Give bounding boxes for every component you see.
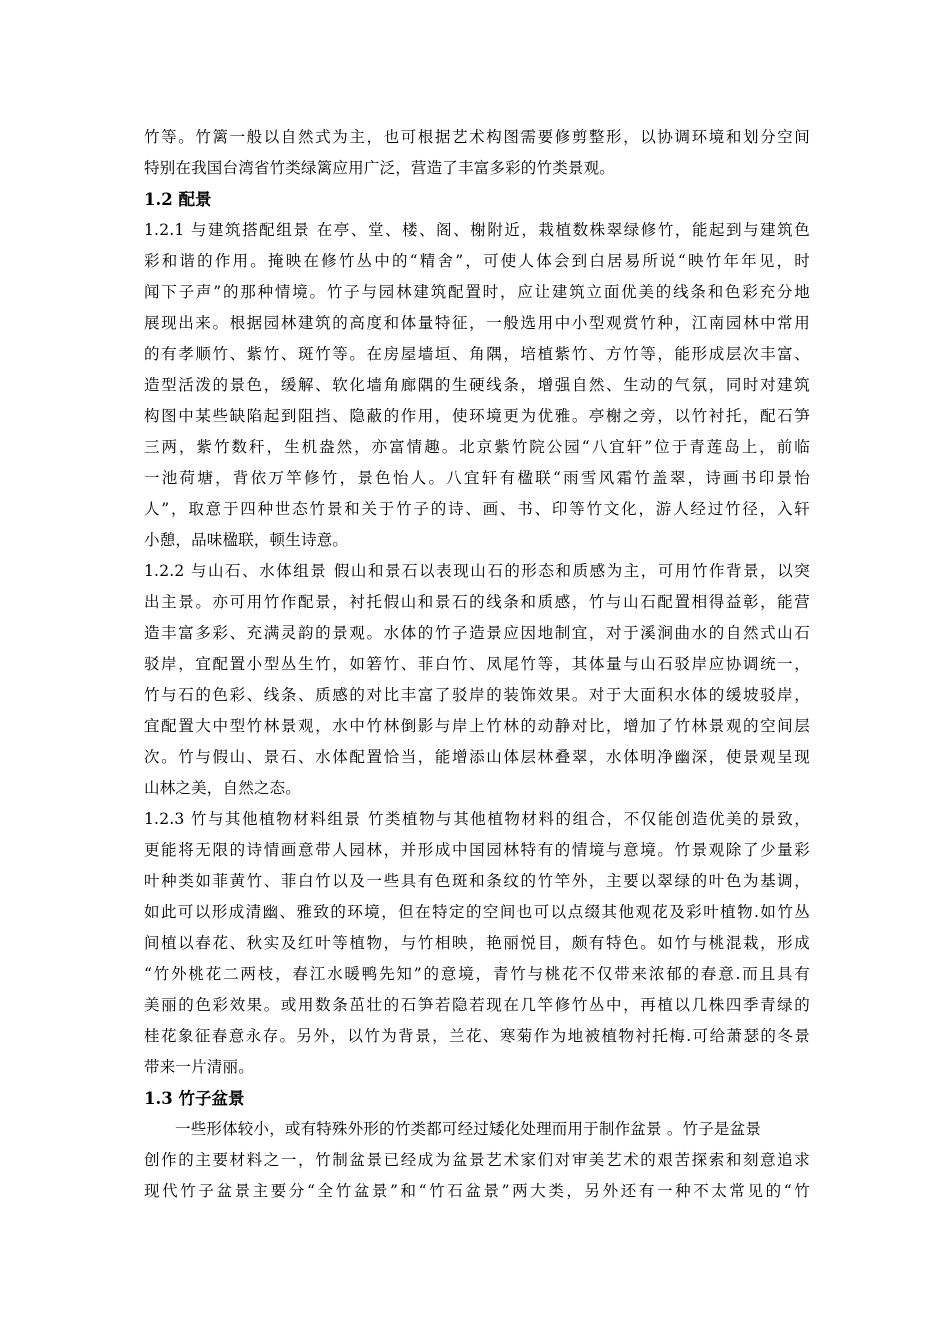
paragraph-line: 小憩，品味楹联，顿生诗意。 [144, 531, 349, 549]
paragraph-line: 出主景。亦可用竹作配景，衬托假山和景石的线条和质感，竹与山石配置相得益彰，能营 [144, 593, 810, 611]
paragraph-line: 构图中某些缺陷起到阻挡、隐蔽的作用，使环境更为优雅。亭榭之旁，以竹衬托，配石笋 [144, 407, 810, 425]
paragraph-line: 人”，取意于四种世态竹景和关于竹子的诗、画、书、印等竹文化，游人经过竹径，入轩 [144, 500, 810, 518]
paragraph-line: 间植以春花、秋实及红叶等植物，与竹相映，艳丽悦目，颇有特色。如竹与桃混栽，形成 [144, 934, 810, 952]
paragraph-line: 三两，紫竹数秆，生机盎然，亦富情趣。北京紫竹院公园“八宜轩”位于青莲岛上，前临 [144, 438, 810, 456]
paragraph-line: 美丽的色彩效果。或用数条茁壮的石笋若隐若现在几竿修竹丛中，再植以几株四季青绿的 [144, 996, 810, 1014]
paragraph-line: 一些形体较小，或有特殊外形的竹类都可经过矮化处理而用于制作盆景 。竹子是盆景 [175, 1120, 762, 1138]
paragraph-1-2-3 [144, 804, 810, 1083]
paragraph-line: 1.2.2 与山石、水体组景 假山和景石以表现山石的形态和质感为主，可用竹作背景，以突 [144, 562, 810, 580]
paragraph-line: 叶种类如菲黄竹、菲白竹以及一些具有色斑和条纹的竹竿外，主要以翠绿的叶色为基调， [144, 872, 810, 890]
paragraph-line: 特别在我国台湾省竹类绿篱应用广泛，营造了丰富多彩的竹类景观。 [144, 159, 616, 177]
paragraph-1-3 [144, 1114, 810, 1207]
paragraph-line: 山林之美，自然之态。 [144, 779, 302, 797]
section-heading-1-3: 1.3 竹子盆景 [144, 1089, 245, 1108]
paragraph-line: 1.2.1 与建筑搭配组景 在亭、堂、楼、阁、榭附近，栽植数株翠绿修竹，能起到与建筑色 [144, 221, 810, 239]
paragraph-line: 闻下子声”的那种情境。竹子与园林建筑配置时，应让建筑立面优美的线条和色彩充分地 [144, 283, 810, 301]
paragraph-line: 桂花象征春意永存。另外，以竹为背景，兰花、寒菊作为地被植物衬托梅.可给萧瑟的冬景 [144, 1027, 810, 1045]
paragraph-line: 如此可以形成清幽、雅致的环境，但在特定的空间也可以点缀其他观花及彩叶植物.如竹丛 [144, 903, 810, 921]
paragraph-line: 创作的主要材料之一，竹制盆景已经成为盆景艺术家们对审美艺术的艰苦探索和刻意追求 [144, 1151, 810, 1169]
paragraph-line: 次。竹与假山、景石、水体配置恰当，能增添山体层林叠翠，水体明净幽深，使景观呈现 [144, 748, 810, 766]
paragraph-line: 一池荷塘，背依万竿修竹，景色怡人。八宜轩有楹联“雨雪风霜竹盖翠，诗画书印景怡 [144, 469, 810, 487]
paragraph-line: 现代竹子盆景主要分“全竹盆景”和“竹石盆景”两大类，另外还有一种不太常见的“竹 [144, 1182, 810, 1200]
document-page [144, 122, 810, 1207]
paragraph-line: 竹等。竹篱一般以自然式为主，也可根据艺术构图需要修剪整形，以协调环境和划分空间 [144, 128, 810, 146]
paragraph-line: 彩和谐的作用。掩映在修竹丛中的“精舍”，可使人体会到白居易所说“映竹年年见，时 [144, 252, 810, 270]
paragraph-line: 驳岸，宜配置小型丛生竹，如箬竹、菲白竹、凤尾竹等，其体量与山石驳岸应协调统一， [144, 655, 810, 673]
section-heading-1-2: 1.2 配景 [144, 190, 212, 209]
paragraph-1-2-1 [144, 215, 810, 556]
paragraph-line: 造丰富多彩、充满灵韵的景观。水体的竹子造景应因地制宜，对于溪涧曲水的自然式山石 [144, 624, 810, 642]
paragraph-line: 竹与石的色彩、线条、质感的对比丰富了驳岸的装饰效果。对于大面积水体的缓坡驳岸， [144, 686, 810, 704]
paragraph-line: 更能将无限的诗情画意带人园林，并形成中国园林特有的情境与意境。竹景观除了少量彩 [144, 841, 810, 859]
paragraph-line: 1.2.3 竹与其他植物材料组景 竹类植物与其他植物材料的组合，不仅能创造优美的景致， [144, 810, 810, 828]
paragraph-1-2-2 [144, 556, 810, 804]
paragraph-line: 造型活泼的景色，缓解、软化墙角廊隅的生硬线条，增强自然、生动的气氛，同时对建筑 [144, 376, 810, 394]
paragraph-line: 展现出来。根据园林建筑的高度和体量特征，一般选用中小型观赏竹种，江南园林中常用 [144, 314, 810, 332]
paragraph-line: 的有孝顺竹、紫竹、斑竹等。在房屋墙垣、角隅，培植紫竹、方竹等，能形成层次丰富、 [144, 345, 810, 363]
paragraph-line: “竹外桃花二两枝，春江水暖鸭先知”的意境，青竹与桃花不仅带来浓郁的春意.而且具有 [144, 965, 810, 983]
paragraph-line: 带来一片清丽。 [144, 1058, 254, 1076]
paragraph-line: 宜配置大中型竹林景观，水中竹林倒影与岸上竹林的动静对比，增加了竹林景观的空间层 [144, 717, 810, 735]
